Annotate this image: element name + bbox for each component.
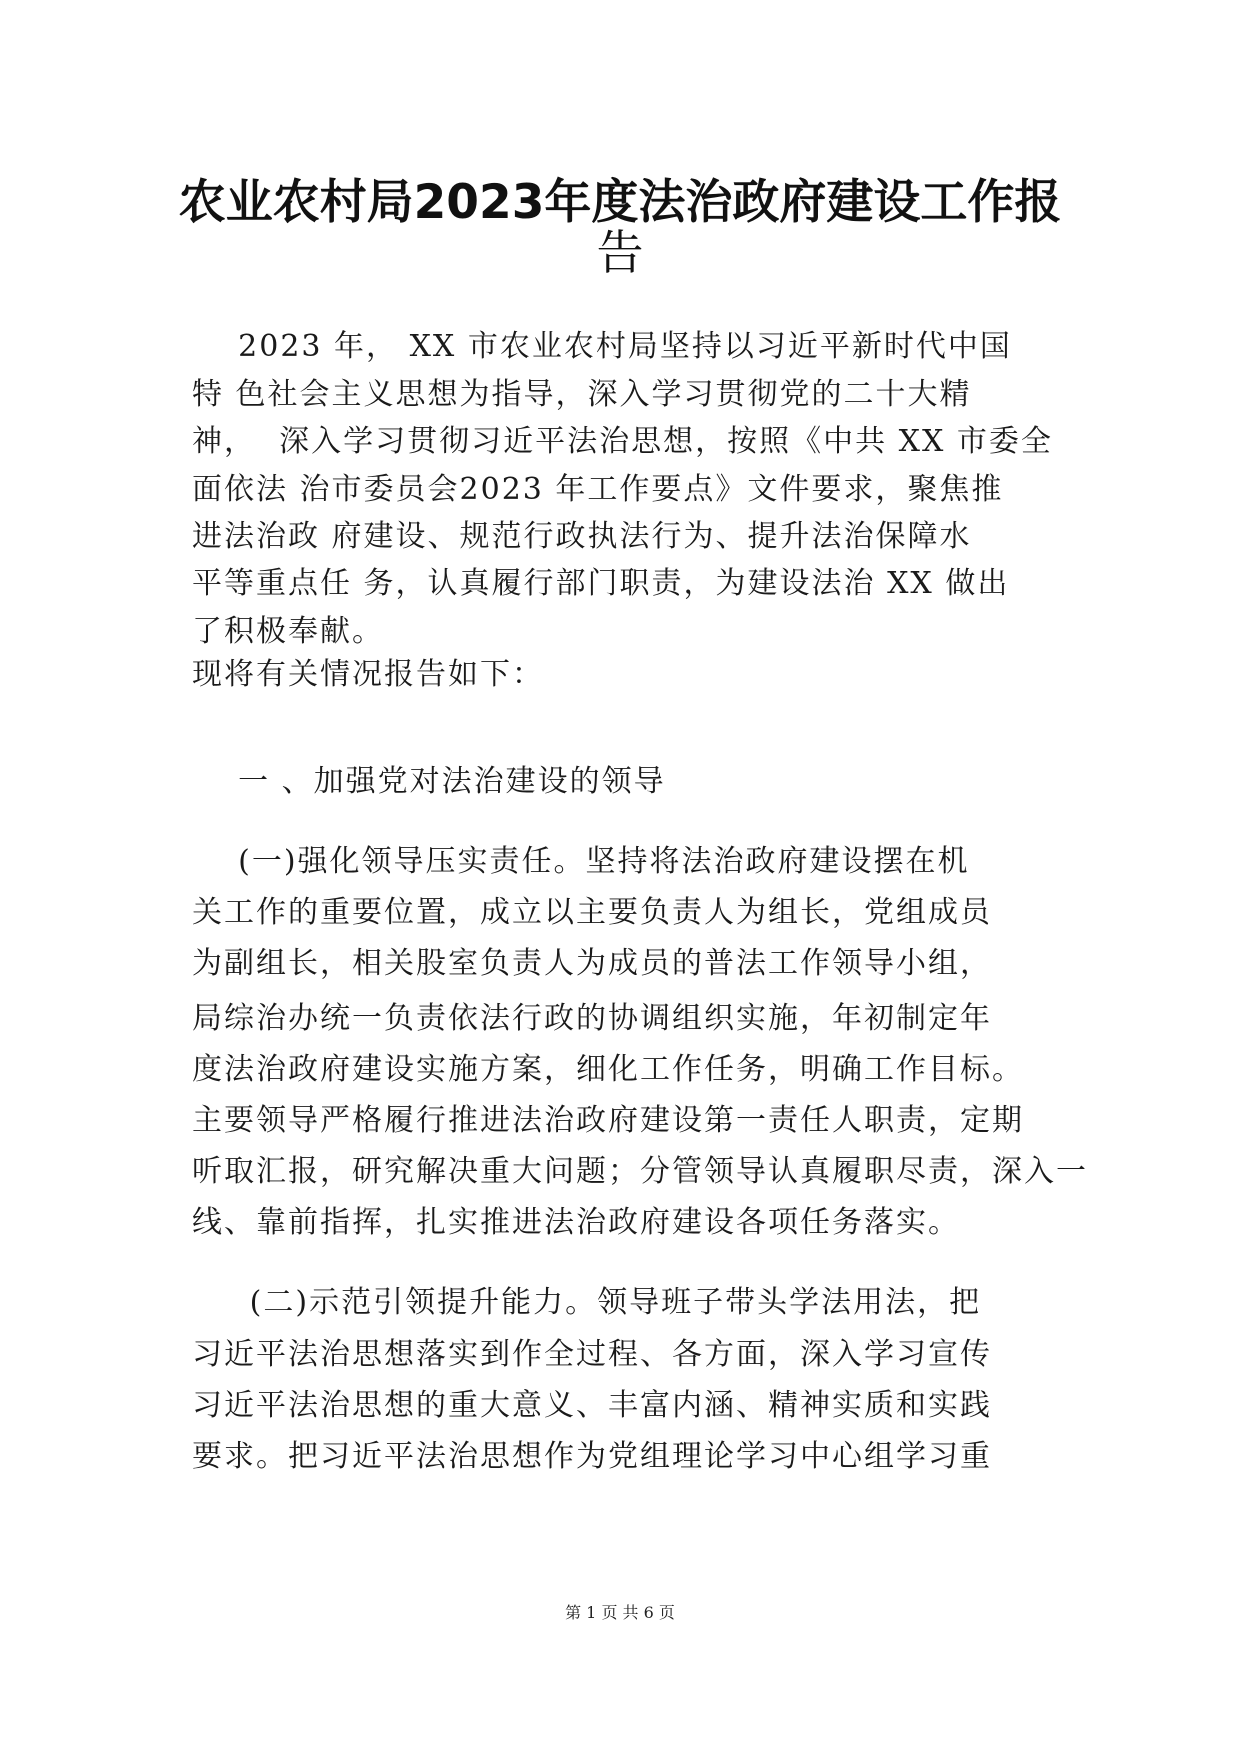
section-heading: 一 、加强党对法治建设的领导	[192, 764, 666, 799]
body-line: 要求。把习近平法治思想作为党组理论学习中心组学习重	[192, 1439, 992, 1474]
body-line: 关工作的重要位置，成立以主要负责人为组长，党组成员	[192, 895, 992, 930]
body-line: 主要领导严格履行推进法治政府建设第一责任人职责，定期	[192, 1103, 1024, 1138]
body-line: 听取汇报，研究解决重大问题；分管领导认真履职尽责，深入一	[192, 1154, 1088, 1189]
body-line: 面依法 治市委员会2023 年工作要点》文件要求，聚焦推	[192, 472, 1004, 507]
document-title-line-1: 农业农村局2023年度法治政府建设工作报	[178, 175, 1062, 230]
body-line: 习近平法治思想的重大意义、丰富内涵、精神实质和实践	[192, 1388, 992, 1423]
body-line: 为副组长，相关股室负责人为成员的普法工作领导小组，	[192, 946, 992, 981]
body-line: 现将有关情况报告如下：	[192, 657, 544, 692]
body-line: 平等重点任 务，认真履行部门职责，为建设法治 XX 做出	[192, 566, 1010, 601]
body-line: (一)强化领导压实责任。坚持将法治政府建设摆在机	[192, 844, 970, 879]
body-line: 神， 深入学习贯彻习近平法治思想，按照《中共 XX 市委全	[192, 424, 1053, 459]
document-title-line-2: 告	[596, 226, 644, 281]
body-line: 线、靠前指挥，扎实推进法治政府建设各项任务落实。	[192, 1205, 960, 1240]
body-line: 习近平法治思想落实到作全过程、各方面，深入学习宣传	[192, 1337, 992, 1372]
body-line: 特 色社会主义思想为指导，深入学习贯彻党的二十大精	[192, 377, 972, 412]
page-number-footer: 第 1 页 共 6 页	[565, 1603, 675, 1622]
body-line: 了积极奉献。	[192, 614, 384, 649]
body-line: (二)示范引领提升能力。领导班子带头学法用法，把	[192, 1285, 982, 1320]
body-line: 局综治办统一负责依法行政的协调组织实施，年初制定年	[192, 1001, 992, 1036]
body-line: 进法治政 府建设、规范行政执法行为、提升法治保障水	[192, 519, 972, 554]
body-line: 2023 年， XX 市农业农村局坚持以习近平新时代中国	[192, 329, 1012, 364]
body-line: 度法治政府建设实施方案，细化工作任务，明确工作目标。	[192, 1052, 1024, 1087]
